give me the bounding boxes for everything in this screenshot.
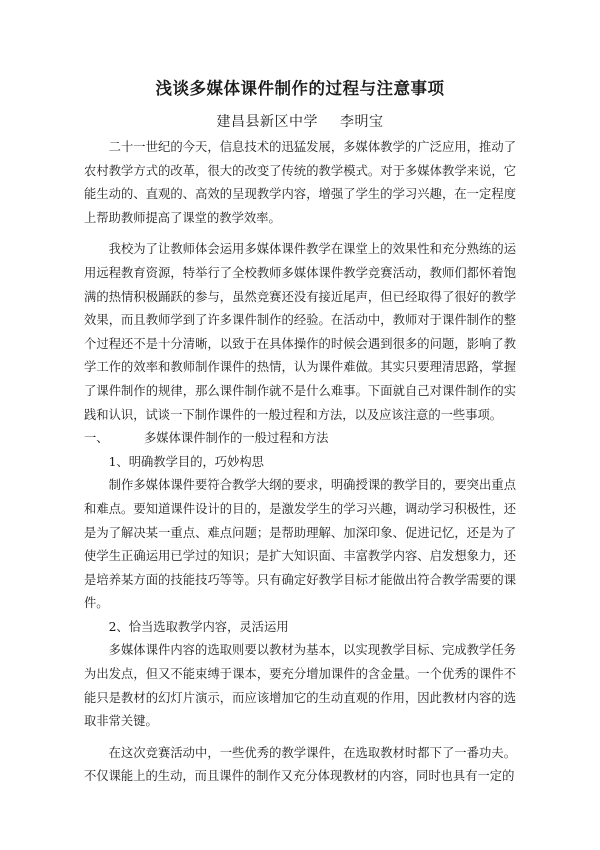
school-name: 建昌县新区中学: [216, 114, 318, 130]
section-title: 多媒体课件制作的一般过程和方法: [144, 431, 329, 446]
intro-paragraph: 二十一世纪的今天，信息技术的迅猛发展，多媒体教学的广泛应用，推动了农村教学方式的改革，很大的改变了传统的教学模式。对于多媒体教学来说，它能生动的、直观的、高效的呈现教学内容，增强了学生的学习兴趣，在一定程度上帮助教师提高了课堂的教学效率。: [84, 140, 516, 225]
author-name: 李明宝: [340, 114, 384, 130]
subsection-heading-2: 2、恰当选取教学内容，灵活运用: [108, 619, 289, 634]
document-title: 浅谈多媒体课件制作的过程与注意事项: [155, 79, 445, 98]
section-number: 一、: [84, 431, 109, 446]
subsection-2-paragraph-2: 在这次竞赛活动中，一些优秀的教学课件，在选取教材时都下了一番功夫。不仅课能上的生动，而且课件的制作又充分体现教材的内容，同时也具有一定的: [84, 745, 516, 784]
subsection-2-paragraph-1: 多媒体课件内容的选取则要以教材为基本，以实现教学目标、完成教学任务为出发点，但又不能束缚于课本，要充分增加课件的含金量。一个优秀的课件不能只是教材的幻灯片演示，而应该增加它的生动直观的作用，因此教材内容的选取非常关键。: [84, 643, 516, 729]
section-heading: [84, 427, 516, 451]
subsection-heading-1: 1、明确教学目的，巧妙构思: [108, 454, 264, 469]
byline: [84, 112, 516, 132]
subsection-1-paragraph: 制作多媒体课件要符合教学大纲的要求，明确授课的教学目的，要突出重点和难点。要知道课件设计的目的，是激发学生的学习兴趣，调动学习积极性，还是为了解决某一重点、难点问题；是帮助理解、加深印象、促进记忆，还是为了使学生正确运用已学过的知识；是扩大知识面、丰富教学内容、启发想象力，还是培养某方面的技能技巧等等。只有确定好教学目标才能做出符合教学需要的课件。: [84, 478, 516, 611]
background-paragraph: 我校为了让教师体会运用多媒体课件教学在课堂上的效果性和充分熟练的运用远程教育资源，特举行了全校教师多媒体课件教学竞赛活动，教师们都怀着饱满的热情积极踊跃的参与，虽然竞赛还没有接近尾声，但已经取得了很好的教学效果，而且教师学到了许多课件制作的经验。在活动中，教师对于课件制作的整个过程还不是十分清晰，以致于在具体操作的时候会遇到很多的问题，影响了教学工作的效率和教师制作课件的热情，认为课件难做。其实只要理清思路，掌握了课件制作的规律，那么课件制作就不是什么难事。下面就自己对课件制作的实践和认识，试谈一下制作课件的一般过程和方法，以及应该注意的一些事项。: [84, 242, 516, 422]
